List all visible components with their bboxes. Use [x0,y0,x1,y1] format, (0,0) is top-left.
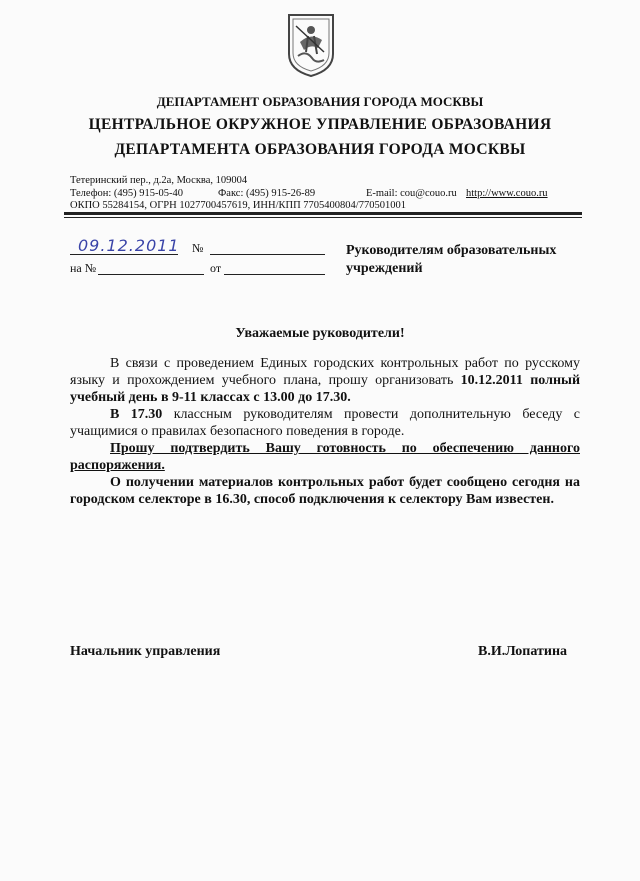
number-label: № [192,241,204,255]
fax: Факс: (495) 915-26-89 [218,188,316,199]
registry-codes: ОКПО 55284154, ОГРН 1027700457619, ИНН/КПП 7705400804/770501001 [70,200,406,211]
signature-name: В.И.Лопатина [478,644,568,659]
phone: Телефон: (495) 915-05-40 [70,188,184,199]
letter-body [70,355,580,508]
department-title: ДЕПАРТАМЕНТ ОБРАЗОВАНИЯ ГОРОДА МОСКВЫ [156,94,484,109]
number-field [210,240,325,255]
moscow-coat-of-arms-icon [286,12,336,78]
website-link[interactable]: http://www.couo.ru [466,188,548,199]
greeting: Уважаемые руководители! [235,326,405,341]
header-divider-thick [64,212,582,215]
on-number-field [98,260,204,275]
signature-position: Начальник управления [70,644,221,659]
date-field [70,238,178,255]
paragraph-1: В связи с проведением Единых городских контрольных работ по русскому языку и прохождением учебного плана, прошу организовать 10.12.2011 полный учебный день в 9-11 классах с 13.00 до 17.30. [70,356,581,405]
handwritten-date: 09.12.2011 [78,236,180,255]
office-title: ЦЕНТРАЛЬНОЕ ОКРУЖНОЕ УПРАВЛЕНИЕ ОБРАЗОВАНИЯ [88,116,552,133]
paragraph-4: О получении материалов контрольных работ будет сообщено сегодня на городском селекторе в 16.30, способ подключения к селектору Вам известен. [70,475,580,507]
from-label: от [210,261,222,275]
address: Тетеринский пер., д.2а, Москва, 109004 [70,175,248,186]
header-divider-thin [64,217,582,218]
office-subtitle: ДЕПАРТАМЕНТА ОБРАЗОВАНИЯ ГОРОДА МОСКВЫ [114,141,526,158]
email: E-mail: cou@couo.ru [366,188,457,199]
paragraph-2: В 17.30 классным руководителям провести дополнительную беседу с учащимися о правилах безопасного поведения в городе. [70,407,581,439]
paragraph-3: Прошу подтвердить Вашу готовность по обеспечению данного распоряжения. [70,441,580,473]
recipient: Руководителям образовательных учреждений [346,243,557,276]
on-number-label: на № [70,261,97,275]
from-field [224,260,325,275]
